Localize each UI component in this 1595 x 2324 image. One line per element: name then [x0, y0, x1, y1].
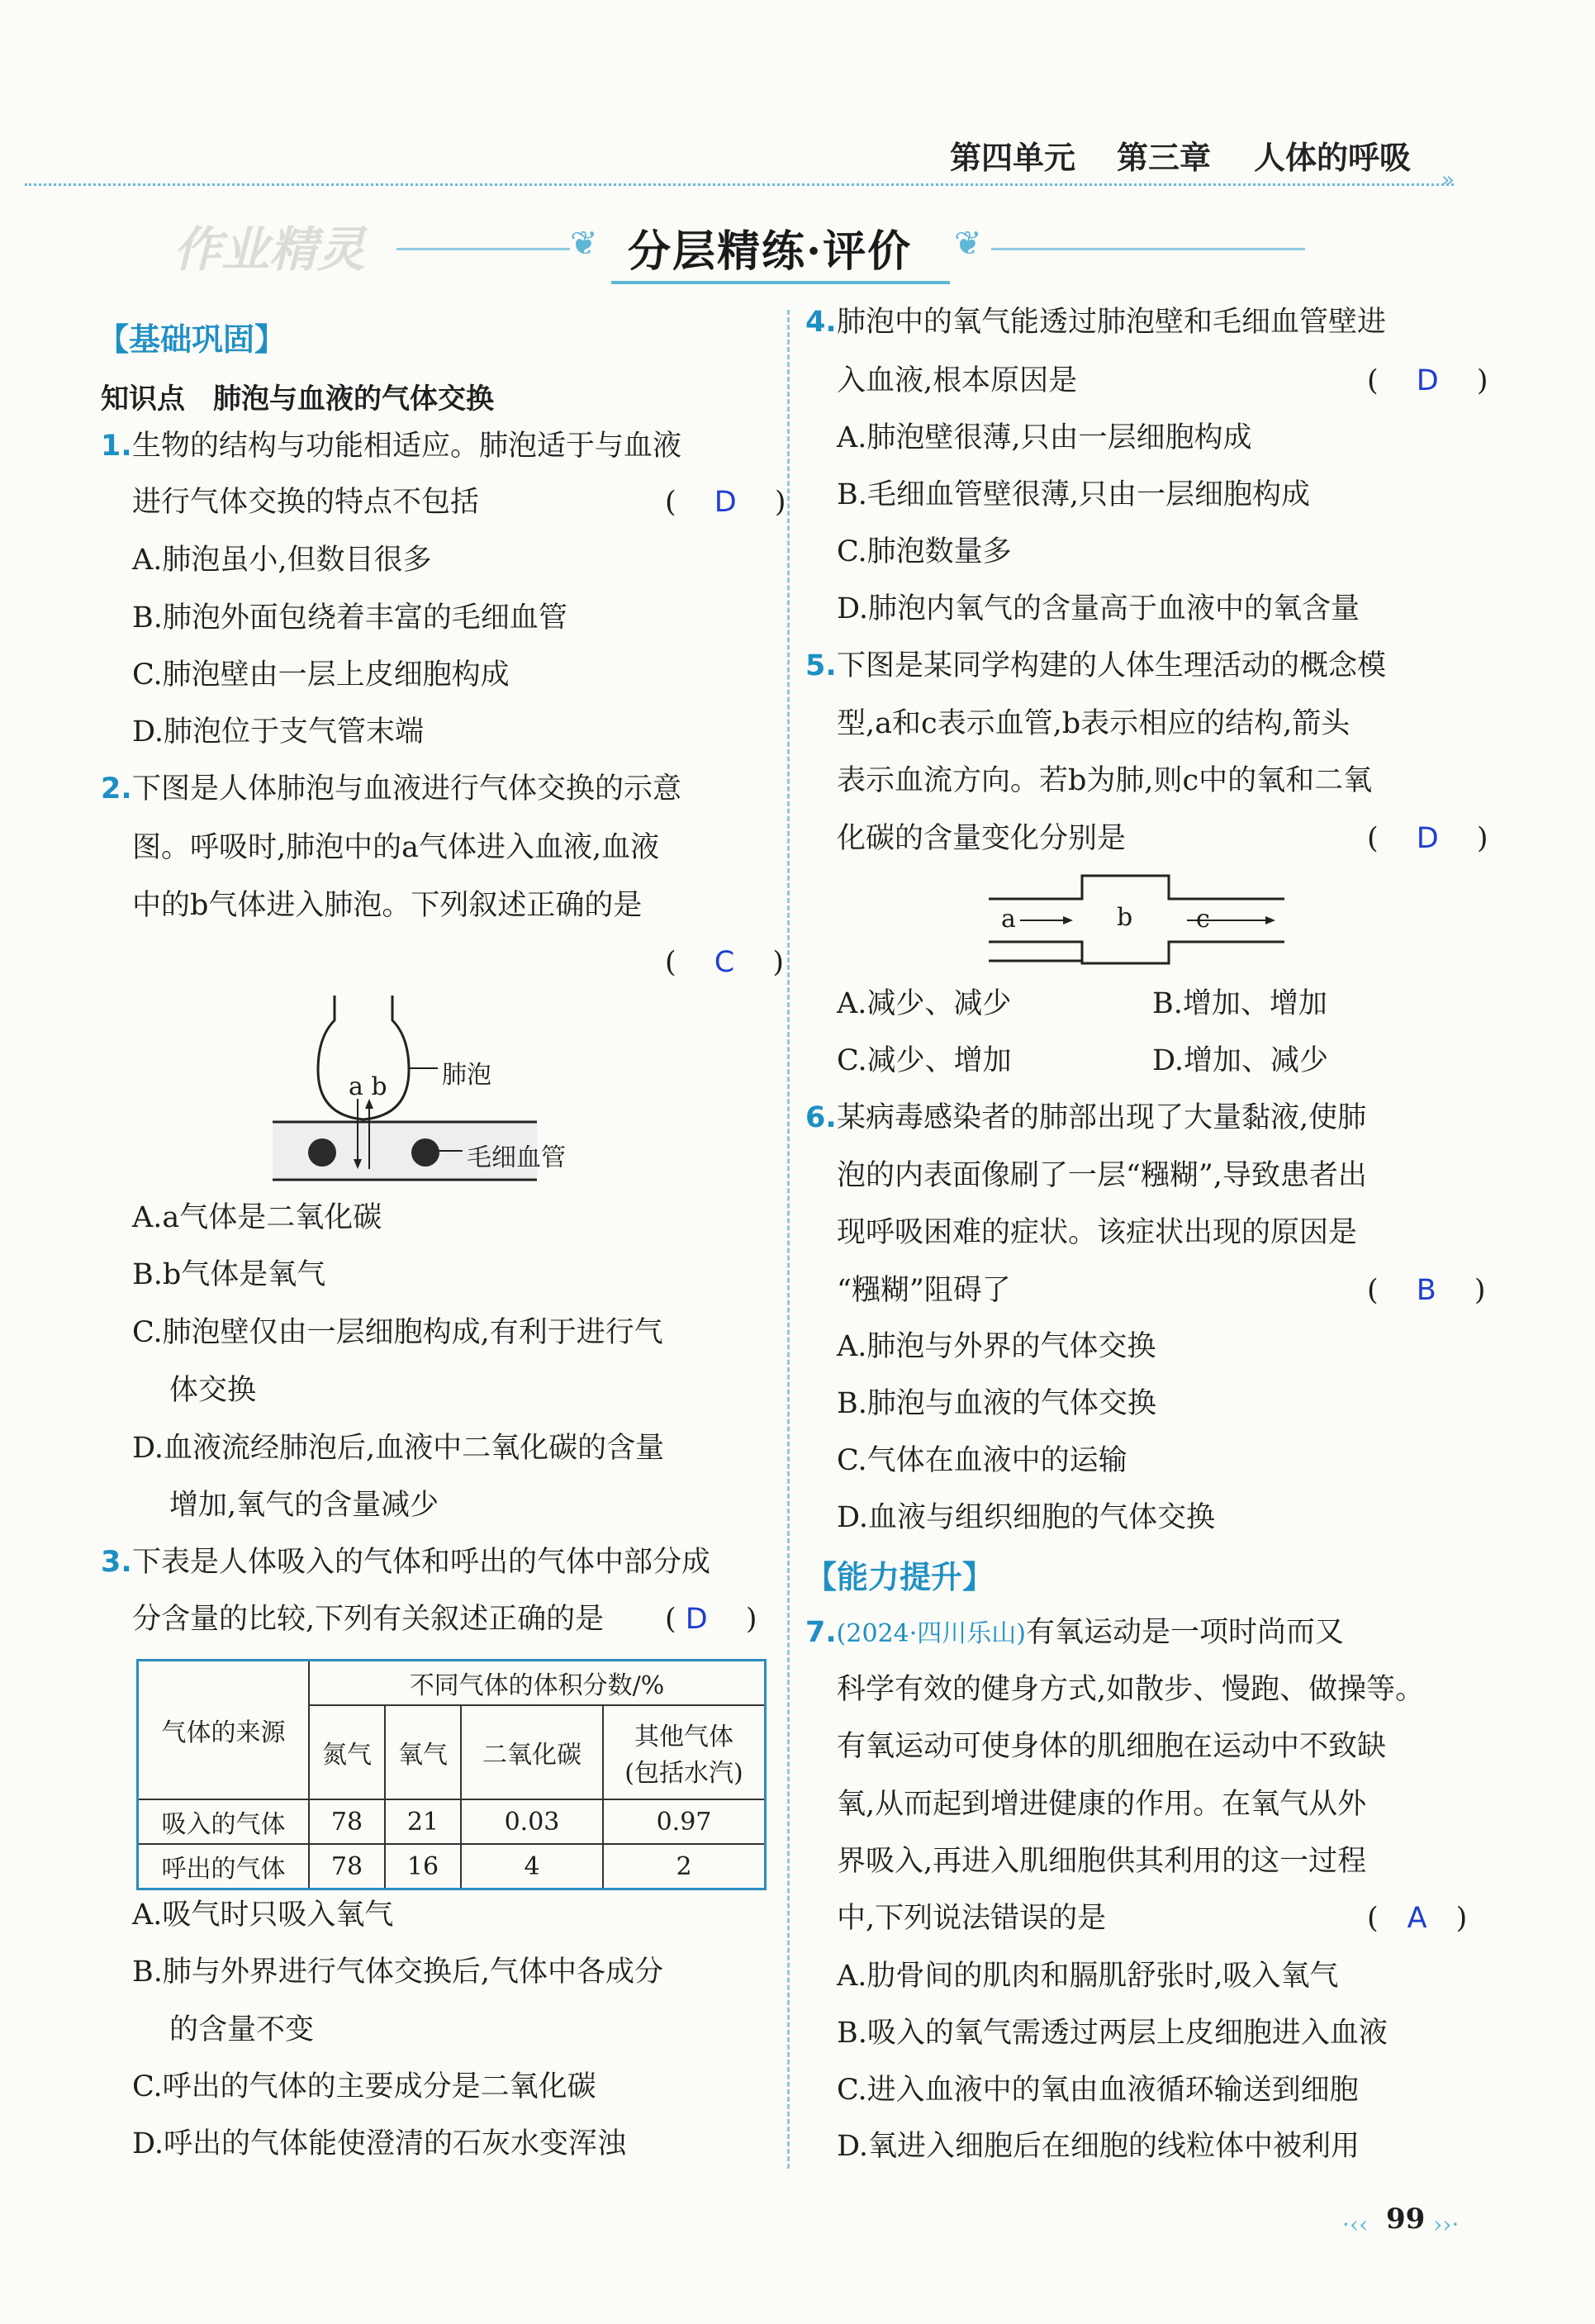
q5-number: 5.	[805, 649, 837, 682]
table-col-other-line1: 其他气体	[634, 1723, 733, 1751]
q2-answer-bracket: ( C )	[665, 946, 785, 979]
table-row	[138, 1799, 766, 1844]
q5-option-c: C.减少、增加	[837, 1044, 1012, 1077]
page-ornament-right-icon: ››·	[1433, 2211, 1460, 2238]
q7-option-d: D.氧进入细胞后在细胞的线粒体中被利用	[837, 2130, 1360, 2163]
q7-line: 界吸入,再进入肌细胞供其利用的这一过程	[837, 1845, 1367, 1878]
q5-option-d: D.增加、减少	[1152, 1044, 1328, 1077]
header-rule	[25, 183, 1454, 186]
banner-rule-left	[396, 248, 570, 250]
table-col-other-line2: (包括水汽)	[624, 1759, 743, 1788]
q7-answer: A	[1407, 1902, 1427, 1935]
q4-number: 4.	[805, 306, 837, 339]
q6-number: 6.	[805, 1101, 837, 1134]
table-col-oxygen: 氧气	[385, 1705, 461, 1799]
q7-line: 氧,从而起到增进健康的作用。在氧气从外	[837, 1788, 1367, 1821]
banner-rule-right	[991, 248, 1305, 250]
q1-option-b: B.肺泡外面包绕着丰富的毛细血管	[132, 601, 567, 634]
q2-option-d-cont: 增加,氧气的含量减少	[169, 1489, 439, 1522]
q6-answer-bracket: ( B )	[1367, 1274, 1486, 1307]
table-col-other	[603, 1705, 766, 1799]
table-row-label: 吸入的气体	[138, 1799, 310, 1844]
q3-answer-bracket: ( D )	[665, 1603, 757, 1636]
q1-line: 进行气体交换的特点不包括	[132, 486, 480, 519]
q2-option-d: D.血液流经肺泡后,血液中二氧化碳的含量	[132, 1432, 665, 1465]
q5-line: 表示血流方向。若b为肺,则c中的氧和二氧	[837, 764, 1373, 797]
table-cell: 0.97	[603, 1799, 766, 1844]
q2-line: 下图是人体肺泡与血液进行气体交换的示意	[132, 772, 682, 806]
table-col-nitrogen: 氮气	[309, 1705, 385, 1799]
q7-line: 有氧运动是一项时尚而又	[1025, 1616, 1344, 1649]
alveolus-diagram	[273, 996, 619, 1190]
q4-option-d: D.肺泡内氧气的含量高于血液中的氧含量	[837, 592, 1360, 625]
gas-composition-table	[136, 1659, 767, 1890]
q5-line: 化碳的含量变化分别是	[837, 822, 1127, 855]
table-cell: 78	[309, 1799, 385, 1844]
q4-option-a: A.肺泡壁很薄,只由一层细胞构成	[837, 421, 1252, 454]
q2-line: 中的b气体进入肺泡。下列叙述正确的是	[132, 889, 643, 922]
flow-arrow-c-head	[1265, 916, 1275, 924]
q5-answer: D	[1416, 822, 1439, 855]
table-col-co2: 二氧化碳	[461, 1705, 603, 1799]
q2-line: 图。呼吸时,肺泡中的a气体进入血液,血液	[132, 831, 660, 864]
diagram-label-capillary: 毛细血管	[467, 1143, 566, 1172]
concept-model-diagram	[987, 874, 1289, 965]
q4-answer-bracket: ( D )	[1367, 364, 1488, 397]
knowledge-point: 知识点 肺泡与血液的气体交换	[101, 383, 494, 416]
blood-cell	[308, 1138, 336, 1167]
q5-option-b: B.增加、增加	[1152, 987, 1327, 1020]
q3-option-d: D.呼出的气体能使澄清的石灰水变浑浊	[132, 2127, 626, 2160]
header-chapter: 第三章	[1117, 140, 1212, 176]
q5-line: 型,a和c表示血管,b表示相应的结构,箭头	[837, 707, 1351, 740]
q3-option-a: A.吸气时只吸入氧气	[132, 1899, 394, 1932]
q4-line: 入血液,根本原因是	[837, 364, 1078, 397]
q3-option-c: C.呼出的气体的主要成分是二氧化碳	[132, 2070, 596, 2103]
q3-option-b: B.肺与外界进行气体交换后,气体中各成分	[132, 1956, 663, 1989]
q6-line: 泡的内表面像刷了一层“糨糊”,导致患者出	[837, 1159, 1367, 1192]
q5-option-a: A.减少、减少	[837, 987, 1012, 1020]
q1-answer-bracket: ( D )	[665, 486, 786, 519]
q7-option-c: C.进入血液中的氧由血液循环输送到细胞	[837, 2074, 1359, 2107]
banner-underline	[611, 281, 950, 284]
page-ornament-left-icon: ·‹‹	[1342, 2211, 1369, 2238]
table-cell: 16	[385, 1844, 461, 1889]
q5-line: 下图是某同学构建的人体生理活动的概念模	[837, 649, 1387, 682]
q7-source: (2024·四川乐山)	[836, 1619, 1026, 1648]
q6-answer: B	[1416, 1274, 1436, 1307]
q7-number: 7.	[805, 1616, 837, 1649]
table-cell: 21	[385, 1799, 461, 1844]
table-cell: 4	[461, 1844, 603, 1889]
q7-option-a: A.肋骨间的肌肉和膈肌舒张时,吸入氧气	[837, 1960, 1339, 1993]
q3-option-b-cont: 的含量不变	[169, 2013, 315, 2046]
diagram-label-a: a	[1001, 905, 1016, 934]
diagram-label-c: c	[1196, 905, 1210, 934]
q2-option-b: B.b气体是氧气	[132, 1258, 326, 1291]
diagram-label-b: b	[1117, 903, 1133, 932]
q1-answer: D	[714, 486, 737, 519]
banner-title: 分层精练·评价	[628, 226, 913, 277]
q4-answer: D	[1416, 364, 1439, 397]
q2-number: 2.	[101, 772, 132, 806]
q3-line: 分含量的比较,下列有关叙述正确的是	[132, 1603, 605, 1636]
q4-option-b: B.毛细血管壁很薄,只由一层细胞构成	[837, 478, 1310, 511]
table-row-label: 呼出的气体	[138, 1844, 310, 1889]
ornament-right-icon: ❦	[954, 225, 982, 263]
q7-line: 中,下列说法错误的是	[837, 1902, 1107, 1935]
q4-option-c: C.肺泡数量多	[837, 535, 1012, 568]
q1-option-a: A.肺泡虽小,但数目很多	[132, 544, 432, 577]
q3-answer: D	[685, 1603, 708, 1636]
page-number: 99	[1386, 2203, 1426, 2236]
q2-option-c-cont: 体交换	[169, 1374, 257, 1407]
table-header-source: 气体的来源	[138, 1661, 310, 1800]
q3-number: 3.	[101, 1546, 132, 1579]
flow-arrow-a-head	[1063, 916, 1073, 924]
q1-line: 生物的结构与功能相适应。肺泡适于与血液	[132, 430, 682, 463]
q6-option-c: C.气体在血液中的运输	[837, 1444, 1127, 1477]
q6-line: “糨糊”阻碍了	[837, 1274, 1011, 1307]
q7-line: 科学有效的健身方式,如散步、慢跑、做操等。	[837, 1673, 1425, 1706]
q4-line: 肺泡中的氧气能透过肺泡壁和毛细血管壁进	[837, 306, 1387, 339]
q6-line: 某病毒感染者的肺部出现了大量黏液,使肺	[837, 1101, 1367, 1134]
table-row	[138, 1844, 766, 1889]
q7-answer-bracket: ( A )	[1367, 1902, 1468, 1935]
diagram-label-alveolus: 肺泡	[442, 1061, 491, 1090]
q6-line: 现呼吸困难的症状。该症状出现的原因是	[837, 1216, 1358, 1249]
header-arrow-icon: »	[1441, 168, 1455, 192]
q1-number: 1.	[101, 430, 132, 463]
q3-line: 下表是人体吸入的气体和呼出的气体中部分成	[132, 1546, 711, 1579]
q2-answer: C	[714, 946, 735, 979]
watermark-logo: 作业精灵	[173, 221, 366, 278]
diagram-label-ab: a b	[349, 1072, 387, 1101]
section-advanced: 【能力提升】	[805, 1559, 995, 1595]
q2-option-a: A.a气体是二氧化碳	[132, 1201, 382, 1234]
table-group-header: 不同气体的体积分数/%	[309, 1661, 766, 1706]
table-cell: 0.03	[461, 1799, 603, 1844]
table-cell: 2	[603, 1844, 766, 1889]
header-title: 人体的呼吸	[1254, 140, 1412, 176]
header-unit: 第四单元	[950, 140, 1076, 176]
q7-option-b: B.吸入的氧气需透过两层上皮细胞进入血液	[837, 2017, 1388, 2050]
q1-option-c: C.肺泡壁由一层上皮细胞构成	[132, 658, 510, 691]
q6-option-a: A.肺泡与外界的气体交换	[837, 1330, 1156, 1363]
table-cell: 78	[309, 1844, 385, 1889]
q6-option-b: B.肺泡与血液的气体交换	[837, 1387, 1156, 1420]
ornament-left-icon: ❦	[570, 225, 598, 263]
q2-option-c: C.肺泡壁仅由一层细胞构成,有利于进行气	[132, 1316, 663, 1349]
column-divider	[787, 310, 790, 2169]
q6-option-d: D.血液与组织细胞的气体交换	[837, 1501, 1215, 1534]
q5-answer-bracket: ( D )	[1367, 822, 1488, 855]
blood-cell	[411, 1138, 439, 1167]
q1-option-d: D.肺泡位于支气管末端	[132, 715, 424, 749]
section-basic: 【基础巩固】	[97, 321, 287, 358]
q7-line: 有氧运动可使身体的肌细胞在运动中不致缺	[837, 1730, 1387, 1763]
q7-first-line	[805, 1616, 1344, 1651]
